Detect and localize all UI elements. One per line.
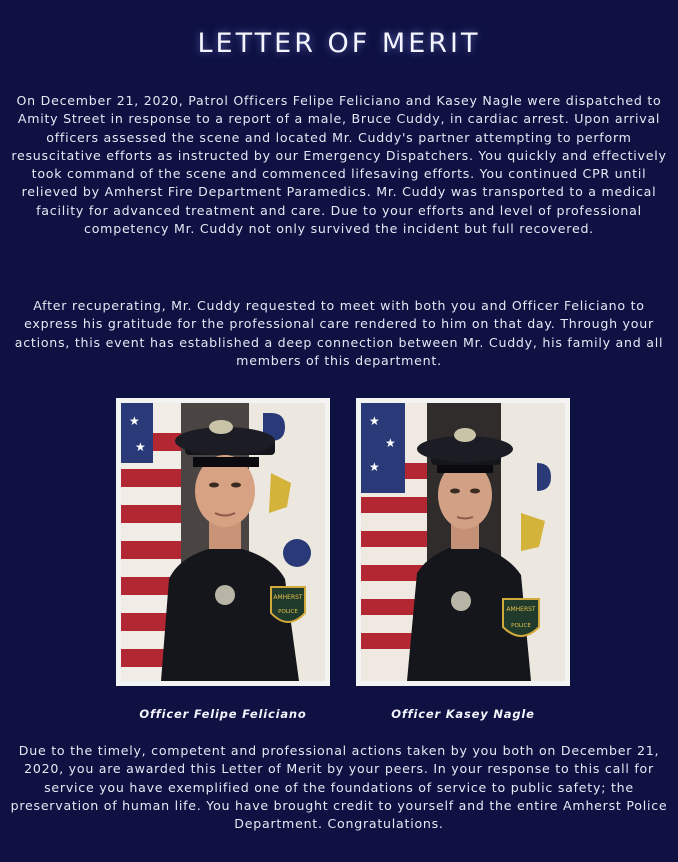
caption-nagle: Officer Kasey Nagle	[391, 707, 535, 721]
svg-text:★: ★	[385, 436, 396, 450]
svg-text:★: ★	[129, 414, 140, 428]
svg-text:★: ★	[369, 414, 380, 428]
police-patch	[503, 599, 539, 636]
officer-photo-nagle	[356, 398, 570, 686]
svg-text:AMHERST: AMHERST	[273, 594, 303, 601]
svg-text:POLICE: POLICE	[511, 623, 531, 629]
svg-text:POLICE: POLICE	[278, 609, 298, 615]
paragraph-recuperation: After recuperating, Mr. Cuddy requested to meet with both you and Officer Feliciano to express his gratitude for the professional care rendered to him on that day. Through your actions, this event has established a deep connection between Mr. Cuddy, his family and all members of this department.	[14, 298, 664, 368]
svg-text:★: ★	[369, 460, 380, 474]
officer-portrait-feliciano	[121, 403, 325, 681]
paragraph-incident: On December 21, 2020, Patrol Officers Felipe Feliciano and Kasey Nagle were dispatched to Amity Street in response to a report of a male, Bruce Cuddy, in cardiac arrest. Upon arrival officers assessed the scene and located Mr. Cuddy's partner attempting to perform resuscitative efforts as instructed by our Emergency Dispatchers. You quickly and effectively took command of the scene and commenced lifesaving efforts. You continued CPR until relieved by Amherst Fire Department Paramedics. Mr. Cuddy was transported to a medical facility for advanced treatment and care. Due to your efforts and level of professional competency Mr. Cuddy not only survived the incident but full recovered.	[11, 93, 667, 237]
svg-text:AMHERST: AMHERST	[506, 606, 536, 613]
officer-photo-feliciano	[116, 398, 330, 686]
page-title: LETTER OF MERIT	[197, 28, 481, 59]
officer-portrait-nagle	[361, 403, 565, 681]
police-patch	[271, 587, 305, 622]
paragraph-award: Due to the timely, competent and professional actions taken by you both on December 21, 2020, you are awarded this Letter of Merit by your peers. In your response to this call for service you have exemplified one of the foundations of service to public safety; the preservation of human life. You have brought credit to yourself and the entire Amherst Police Department. Congratulations.	[10, 743, 668, 832]
caption-feliciano: Officer Felipe Feliciano	[139, 707, 307, 721]
svg-text:★: ★	[135, 440, 146, 454]
